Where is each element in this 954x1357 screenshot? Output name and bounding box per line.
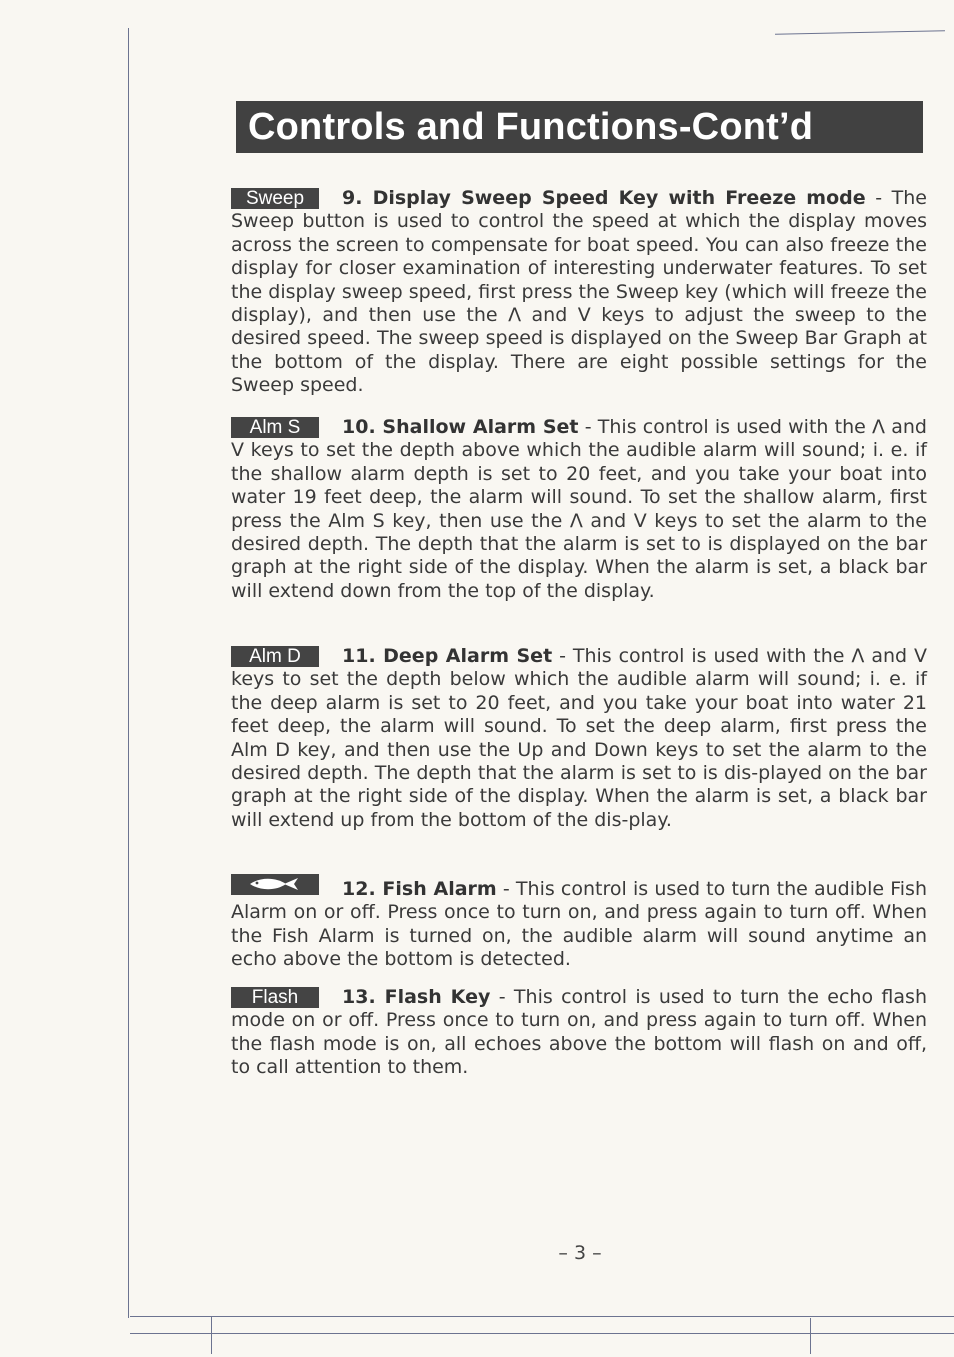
page-number: – 3 – (558, 1242, 602, 1264)
bottom-tick-left (211, 1316, 212, 1354)
section-body: - This control is used to turn the audible Fish Alarm on or off. Press once to turn on, and press again to turn off. When the Fish Alarm is turned on, the audible alarm will sound anytime an echo above the bottom is detected. (231, 878, 927, 971)
section-heading: 13. Flash Key (342, 986, 491, 1008)
section-heading: 10. Shallow Alarm Set (342, 416, 579, 438)
section-fish-alarm (231, 874, 927, 972)
section-body: - The Sweep button is used to control the speed at which the display moves across the screen to compensate for boat speed. You can also freeze the display for closer examination of interesting underwater features. To set the display sweep speed, first press the Sweep key (which will freeze the display), and then use the Λ and V keys to adjust the sweep to the desired speed. The sweep speed is displayed on the Sweep Bar Graph at the bottom of the display. There are eight possible settings for the Sweep speed. (231, 187, 927, 397)
section-body: - This control is used with the Λ and V keys to set the depth below which the audible alarm will sound; i. e. if the deep alarm is set to 20 feet, and you take your boat into water 21 feet deep, the alarm will sound. To set the deep alarm, first press the Alm D key, and then use the Up and Down keys to set the alarm to the desired depth. The depth that the alarm is set to is dis-played on the bar graph at the right side of the display. When the alarm is set, a black bar will extend up from the bottom of the dis-play. (231, 645, 927, 831)
fish-alarm-key-badge (231, 874, 319, 895)
left-margin-line (128, 28, 129, 1318)
bottom-edge-line-2 (130, 1333, 954, 1334)
section-heading: 9. Display Sweep Speed Key with Freeze mode (342, 187, 866, 209)
bottom-edge-line-1 (130, 1316, 954, 1317)
fish-icon (246, 876, 304, 892)
page-title: Controls and Functions-Cont’d (236, 101, 923, 153)
flash-key-badge: Flash (231, 987, 319, 1008)
section-sweep (231, 187, 927, 398)
alm-d-key-badge: Alm D (231, 646, 319, 667)
alm-s-key-badge: Alm S (231, 417, 319, 438)
section-heading: 12. Fish Alarm (342, 878, 497, 900)
section-shallow-alarm (231, 416, 927, 603)
section-heading: 11. Deep Alarm Set (342, 645, 553, 667)
bottom-tick-right (810, 1318, 811, 1354)
top-right-line (775, 30, 945, 35)
sweep-key-badge: Sweep (231, 188, 319, 209)
section-body: - This control is used with the Λ and V keys to set the depth above which the audible alarm will sound; i. e. if the shallow alarm depth is set to 20 feet, and you take your boat into water 19 feet deep, the alarm will sound. To set the shallow alarm, first press the Alm S key, then use the Λ and V keys to set the alarm to the desired depth. The depth that the alarm is set to is displayed on the bar graph at the right side of the display. When the alarm is set, a black bar will extend down from the top of the display. (231, 416, 927, 602)
section-flash-key (231, 986, 927, 1080)
section-body: - This control is used to turn the echo flash mode on or off. Press once to turn on, and press again to turn off. When the flash mode is on, all echoes above the bottom will flash on and off, to call attention to them. (231, 986, 927, 1079)
section-deep-alarm (231, 645, 927, 832)
